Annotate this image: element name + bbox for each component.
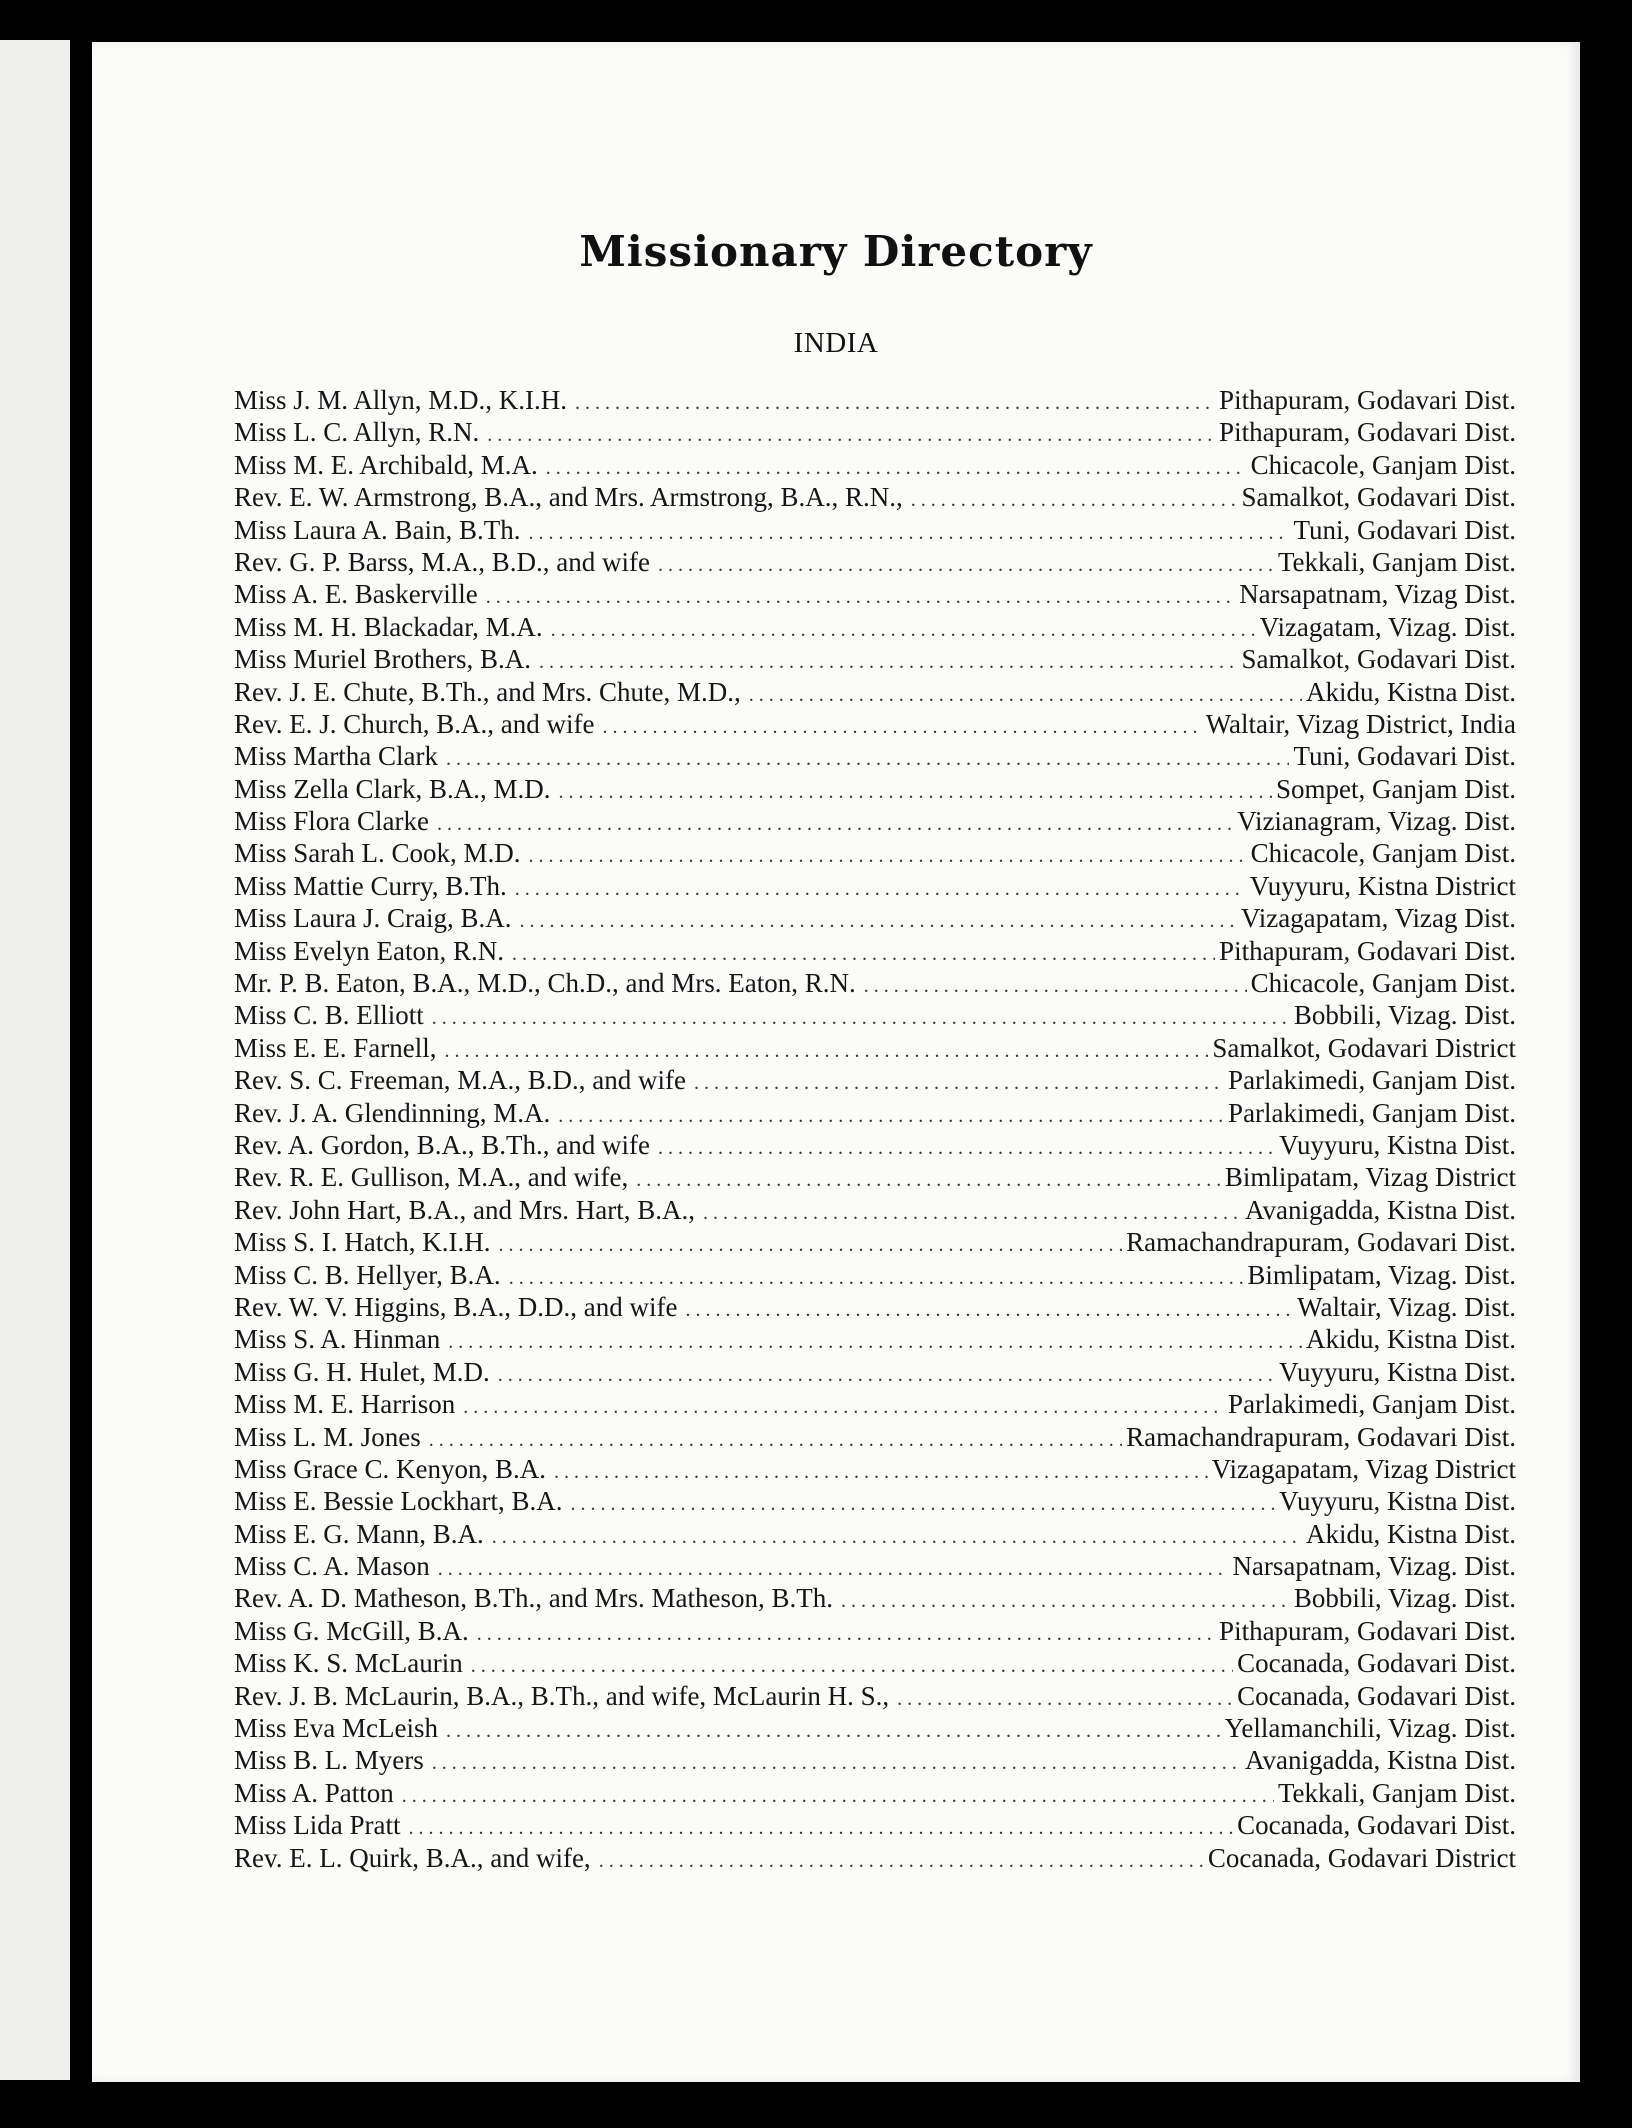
directory-entry <box>234 805 1516 837</box>
directory-entry <box>234 837 1516 869</box>
entry-location: Waltair, Vizag. Dist. <box>1297 1291 1516 1322</box>
entry-location: Narsapatnam, Vizag Dist. <box>1239 579 1516 610</box>
directory-entry <box>234 999 1516 1031</box>
entry-name: Rev. J. A. Glendinning, M.A. <box>234 1097 551 1128</box>
dot-leader <box>559 776 1273 808</box>
entry-name: Rev. J. B. McLaurin, B.A., B.Th., and wife, McLaurin H. S., <box>234 1680 890 1711</box>
entry-location: Tekkali, Ganjam Dist. <box>1277 546 1516 577</box>
entry-location: Cocanada, Godavari District <box>1207 1842 1516 1873</box>
dot-leader <box>658 549 1274 581</box>
dot-leader <box>402 1780 1274 1812</box>
directory-entry <box>234 1712 1516 1744</box>
entry-location: Akidu, Kistna Dist. <box>1305 676 1516 707</box>
entry-location: Vizagapatam, Vizag District <box>1211 1453 1516 1484</box>
entry-location: Vuyyuru, Kistna Dist. <box>1279 1486 1516 1517</box>
entry-name: Miss J. M. Allyn, M.D., K.I.H. <box>234 385 568 415</box>
dot-leader <box>599 1845 1204 1877</box>
dot-leader <box>515 873 1246 905</box>
entry-name: Miss M. E. Harrison <box>234 1389 456 1420</box>
dot-leader <box>409 1812 1234 1844</box>
entry-location: Chicacole, Ganjam Dist. <box>1250 968 1516 999</box>
dot-leader <box>546 452 1247 484</box>
entry-name: Miss C. B. Elliott <box>234 1000 424 1031</box>
dot-leader <box>658 1132 1275 1164</box>
entry-location: Bimlipatam, Vizag District <box>1224 1162 1516 1193</box>
dot-leader <box>486 581 1235 613</box>
entry-name: Miss E. G. Mann, B.A. <box>234 1518 484 1549</box>
entry-name: Miss Sarah L. Cook, M.D. <box>234 838 521 869</box>
entry-location: Chicacole, Ganjam Dist. <box>1250 838 1516 869</box>
directory-entry <box>234 1647 1516 1679</box>
directory-entry <box>234 708 1516 740</box>
dot-leader <box>446 1715 1221 1747</box>
dot-leader <box>445 1035 1209 1067</box>
section-heading: INDIA <box>793 327 879 359</box>
directory-entry <box>234 1291 1516 1323</box>
entry-name: Miss S. A. Hinman <box>234 1324 441 1355</box>
entry-location: Bobbili, Vizag. Dist. <box>1293 1000 1516 1031</box>
entry-location: Vizagatam, Vizag. Dist. <box>1259 611 1516 642</box>
directory-entry <box>234 1680 1516 1712</box>
dot-leader <box>551 614 1256 646</box>
directory-entry <box>234 611 1516 643</box>
dot-leader <box>519 905 1236 937</box>
directory-entry <box>234 514 1516 546</box>
entry-name: Rev. J. E. Chute, B.Th., and Mrs. Chute, M.D., <box>234 676 741 707</box>
directory-page <box>92 42 1580 2082</box>
dot-leader <box>448 1326 1302 1358</box>
entry-location: Ramachandrapuram, Godavari Dist. <box>1126 1421 1516 1452</box>
entry-name: Miss G. H. Hulet, M.D. <box>234 1356 490 1387</box>
dot-leader <box>528 517 1289 549</box>
directory-entry <box>234 449 1516 481</box>
dot-leader <box>575 387 1215 419</box>
directory-entry <box>234 773 1516 805</box>
entry-name: Rev. W. V. Higgins, B.A., D.D., and wife <box>234 1291 678 1322</box>
dot-leader <box>492 1521 1302 1553</box>
entry-location: Vizagapatam, Vizag Dist. <box>1240 903 1516 934</box>
directory-entry <box>234 1550 1516 1582</box>
entry-location: Tuni, Godavari Dist. <box>1293 741 1516 772</box>
entry-location: Avanigadda, Kistna Dist. <box>1245 1194 1516 1225</box>
dot-leader <box>539 646 1238 678</box>
directory-entry <box>234 1518 1516 1550</box>
entry-location: Bobbili, Vizag. Dist. <box>1293 1583 1516 1614</box>
entry-name: Miss M. E. Archibald, M.A. <box>234 449 538 480</box>
dot-leader <box>512 938 1215 970</box>
entry-name: Miss Mattie Curry, B.Th. <box>234 870 507 901</box>
directory-entry <box>234 1842 1516 1874</box>
dot-leader <box>446 743 1290 775</box>
entry-name: Rev. R. E. Gullison, M.A., and wife, <box>234 1162 629 1193</box>
dot-leader <box>911 484 1238 516</box>
entry-name: Miss E. E. Farnell, <box>234 1032 437 1063</box>
entry-location: Pithapuram, Godavari Dist. <box>1219 385 1516 415</box>
dot-leader <box>429 1424 1122 1456</box>
directory-entry <box>234 546 1516 578</box>
directory-entry <box>234 1421 1516 1453</box>
directory-entry <box>234 1453 1516 1485</box>
entry-location: Pithapuram, Godavari Dist. <box>1219 417 1516 448</box>
directory-entry <box>234 1161 1516 1193</box>
entry-name: Miss Zella Clark, B.A., M.D. <box>234 773 551 804</box>
dot-leader <box>529 840 1247 872</box>
entry-location: Akidu, Kistna Dist. <box>1305 1324 1516 1355</box>
directory-entry <box>234 1129 1516 1161</box>
dot-leader <box>686 1294 1294 1326</box>
directory-entry <box>234 643 1516 675</box>
entry-name: Rev. S. C. Freeman, M.A., B.D., and wife <box>234 1065 686 1096</box>
directory-entry <box>234 870 1516 902</box>
directory-entry <box>234 1777 1516 1809</box>
entry-name: Miss G. McGill, B.A. <box>234 1615 469 1646</box>
dot-leader <box>636 1164 1221 1196</box>
dot-leader <box>498 1359 1275 1391</box>
entry-location: Narsapatnam, Vizag. Dist. <box>1232 1551 1516 1582</box>
entry-name: Miss Laura A. Bain, B.Th. <box>234 514 521 545</box>
entry-name: Miss C. A. Mason <box>234 1551 430 1582</box>
directory-entry <box>234 1744 1516 1776</box>
dot-leader <box>499 1229 1123 1261</box>
entry-name: Miss L. C. Allyn, R.N. <box>234 417 480 448</box>
page-title: Missionary Directory <box>579 227 1093 276</box>
entry-location: Samalkot, Godavari Dist. <box>1241 482 1516 513</box>
directory-entry <box>234 1485 1516 1517</box>
directory-entry <box>234 1064 1516 1096</box>
directory-entry <box>234 1388 1516 1420</box>
entry-location: Bimlipatam, Vizag. Dist. <box>1247 1259 1516 1290</box>
entry-name: Miss Laura J. Craig, B.A. <box>234 903 512 934</box>
directory-entry <box>234 1356 1516 1388</box>
dot-leader <box>477 1618 1215 1650</box>
entry-name: Miss Eva McLeish <box>234 1713 438 1744</box>
entry-location: Parlakimedi, Ganjam Dist. <box>1228 1065 1516 1096</box>
directory-entry <box>234 935 1516 967</box>
entry-location: Waltair, Vizag District, India <box>1205 708 1516 739</box>
directory-entry <box>234 1194 1516 1226</box>
entry-name: Rev. John Hart, B.A., and Mrs. Hart, B.A., <box>234 1194 695 1225</box>
entry-location: Vuyyuru, Kistna Dist. <box>1279 1129 1516 1160</box>
entry-name: Rev. A. Gordon, B.A., B.Th., and wife <box>234 1129 650 1160</box>
entry-location: Cocanada, Godavari Dist. <box>1237 1680 1516 1711</box>
entry-name: Miss A. E. Baskerville <box>234 579 478 610</box>
entry-name: Mr. P. B. Eaton, B.A., M.D., Ch.D., and Mrs. Eaton, R.N. <box>234 968 856 999</box>
directory-entry <box>234 416 1516 448</box>
entry-location: Cocanada, Godavari Dist. <box>1237 1810 1516 1841</box>
entry-location: Yellamanchili, Vizag. Dist. <box>1224 1713 1516 1744</box>
dot-leader <box>509 1262 1244 1294</box>
dot-leader <box>438 1553 1229 1585</box>
directory-entry <box>234 967 1516 999</box>
entry-location: Vuyyuru, Kistna Dist. <box>1279 1356 1516 1387</box>
dot-leader <box>558 1100 1224 1132</box>
dot-leader <box>432 1002 1290 1034</box>
dot-leader <box>703 1197 1241 1229</box>
entry-name: Miss Lida Pratt <box>234 1810 401 1841</box>
entry-location: Cocanada, Godavari Dist. <box>1237 1648 1516 1679</box>
entry-name: Miss B. L. Myers <box>234 1745 424 1776</box>
entry-location: Vizianagram, Vizag. Dist. <box>1237 806 1516 837</box>
dot-leader <box>694 1067 1224 1099</box>
directory-entry <box>234 1259 1516 1291</box>
directory-entry <box>234 1323 1516 1355</box>
dot-leader <box>570 1488 1275 1520</box>
facing-page-edge <box>0 40 70 2080</box>
entry-name: Miss A. Patton <box>234 1777 394 1808</box>
entry-name: Miss S. I. Hatch, K.I.H. <box>234 1227 491 1258</box>
entry-name: Rev. A. D. Matheson, B.Th., and Mrs. Matheson, B.Th. <box>234 1583 833 1614</box>
dot-leader <box>602 711 1201 743</box>
dot-leader <box>463 1391 1224 1423</box>
entry-name: Miss Martha Clark <box>234 741 438 772</box>
directory-entry <box>234 1809 1516 1841</box>
dot-leader <box>864 970 1247 1002</box>
directory-entry <box>234 384 1516 416</box>
entry-location: Pithapuram, Godavari Dist. <box>1219 1615 1516 1646</box>
entry-location: Parlakimedi, Ganjam Dist. <box>1228 1389 1516 1420</box>
dot-leader <box>554 1456 1208 1488</box>
dot-leader <box>487 419 1215 451</box>
dot-leader <box>749 679 1302 711</box>
directory-list <box>234 384 1516 1874</box>
entry-location: Pithapuram, Godavari Dist. <box>1219 935 1516 966</box>
dot-leader <box>471 1650 1233 1682</box>
directory-entry <box>234 676 1516 708</box>
entry-name: Rev. E. W. Armstrong, B.A., and Mrs. Armstrong, B.A., R.N., <box>234 482 903 513</box>
directory-entry <box>234 1226 1516 1258</box>
entry-location: Chicacole, Ganjam Dist. <box>1250 449 1516 480</box>
entry-name: Miss K. S. McLaurin <box>234 1648 463 1679</box>
dot-leader <box>897 1683 1233 1715</box>
entry-location: Parlakimedi, Ganjam Dist. <box>1228 1097 1516 1128</box>
dot-leader <box>432 1747 1241 1779</box>
entry-name: Rev. E. L. Quirk, B.A., and wife, <box>234 1842 591 1873</box>
directory-entry <box>234 1032 1516 1064</box>
entry-location: Sompet, Ganjam Dist. <box>1276 773 1516 804</box>
entry-name: Miss C. B. Hellyer, B.A. <box>234 1259 501 1290</box>
directory-entry <box>234 902 1516 934</box>
entry-name: Miss Evelyn Eaton, R.N. <box>234 935 504 966</box>
directory-entry <box>234 1097 1516 1129</box>
entry-name: Miss E. Bessie Lockhart, B.A. <box>234 1486 563 1517</box>
entry-location: Ramachandrapuram, Godavari Dist. <box>1126 1227 1516 1258</box>
entry-name: Miss L. M. Jones <box>234 1421 421 1452</box>
entry-location: Vuyyuru, Kistna District <box>1249 870 1516 901</box>
entry-name: Miss Flora Clarke <box>234 806 429 837</box>
entry-name: Miss M. H. Blackadar, M.A. <box>234 611 543 642</box>
directory-entry <box>234 1582 1516 1614</box>
dot-leader <box>841 1585 1290 1617</box>
dot-leader <box>437 808 1233 840</box>
entry-name: Miss Muriel Brothers, B.A. <box>234 644 531 675</box>
entry-name: Rev. E. J. Church, B.A., and wife <box>234 708 595 739</box>
entry-name: Miss Grace C. Kenyon, B.A. <box>234 1453 546 1484</box>
entry-location: Akidu, Kistna Dist. <box>1305 1518 1516 1549</box>
entry-location: Tekkali, Ganjam Dist. <box>1277 1777 1516 1808</box>
directory-entry <box>234 481 1516 513</box>
entry-location: Avanigadda, Kistna Dist. <box>1245 1745 1516 1776</box>
directory-entry <box>234 740 1516 772</box>
entry-location: Samalkot, Godavari District <box>1212 1032 1516 1063</box>
entry-location: Samalkot, Godavari Dist. <box>1241 644 1516 675</box>
directory-entry <box>234 1615 1516 1647</box>
entry-name: Rev. G. P. Barss, M.A., B.D., and wife <box>234 546 650 577</box>
entry-location: Tuni, Godavari Dist. <box>1293 514 1516 545</box>
directory-entry <box>234 578 1516 610</box>
